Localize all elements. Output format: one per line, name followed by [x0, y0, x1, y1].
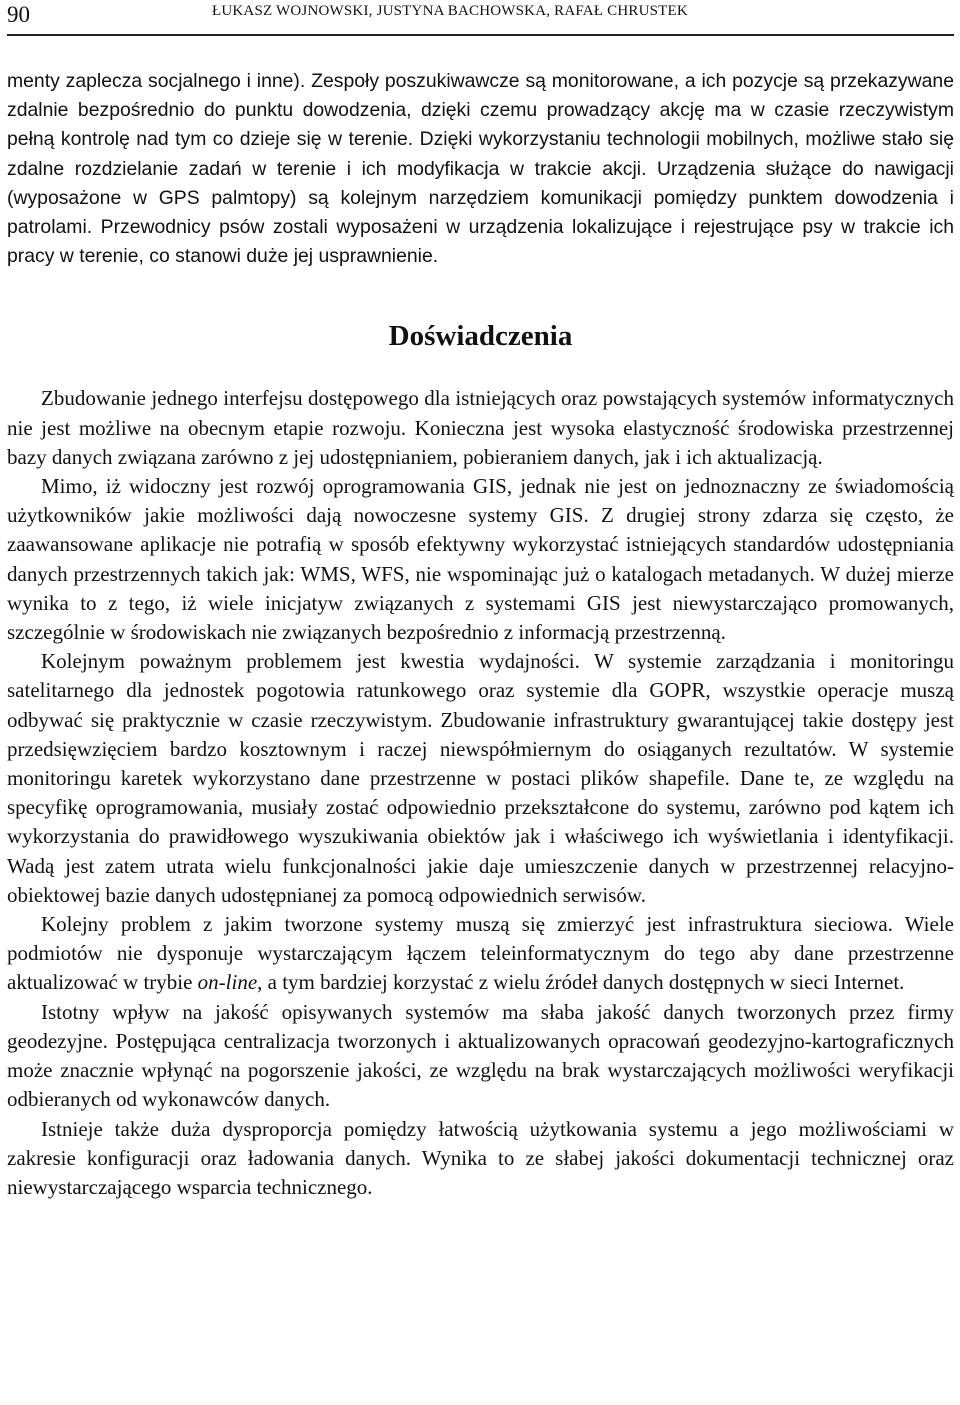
section-heading: Doświadczenia	[388, 320, 573, 353]
body-paragraph: Kolejnym poważnym problemem jest kwestia wydajności. W systemie zarządzania i monitoringu satelitarnego dla jednostek pogotowia ratunkowego oraz systemie dla GOPR, wszystkie operacje muszą odbywać się praktycznie w czasie rzeczywistym. Zbudowanie infrastruktury gwarantującej takie dostępy jest przedsięwzięciem bardzo kosztownym i raczej niewspółmiernym do osiąganych rezultatów. W systemie monitoringu karetek wykorzystano dane przestrzenne w postaci plików shapefile. Dane te, ze względu na specyfikę oprogramowania, musiały zostać odpowiednio przekształcone do systemu, zarówno pod kątem ich wykorzystania do prawidłowego wyszukiwania obiektów jak i właściwego ich wyświetlania i identyfikacji. Wadą jest zatem utrata wielu funkcjonalności jakie daje umieszczenie danych w przestrzennej relacyjno-obiektowej bazie danych udostępnianej za pomocą odpowiednich serwisów.	[7, 649, 954, 907]
body-paragraph: Zbudowanie jednego interfejsu dostępowego dla istniejących oraz powstających systemów informatycznych nie jest możliwe na obecnym etapie rozwoju. Konieczna jest wysoka elastyczność środowiska przestrzennej bazy danych związana zarówno z jej udostępnianiem, pobieraniem danych, jak i ich aktualizacją.	[7, 386, 954, 469]
italic-term: on-line	[197, 970, 258, 995]
body-paragraph	[7, 910, 954, 998]
header-authors: ŁUKASZ WOJNOWSKI, JUSTYNA BACHOWSKA, RAFAŁ CHRUSTEK	[212, 3, 688, 19]
section-body	[7, 384, 954, 1202]
intro-text-block	[7, 67, 954, 271]
page-number: 90	[7, 2, 30, 27]
body-paragraph: Mimo, iż widoczny jest rozwój oprogramowania GIS, jednak nie jest on jednoznaczny ze świadomością użytkowników jakie możliwości dają nowoczesne systemy GIS. Z drugiej strony zdarza się często, że zaawansowane aplikacje nie potrafią w sposób efektywny wykorzystać istniejących standardów udostępniania danych przestrzennych takich jak: WMS, WFS, nie wspominając już o katalogach metadanych. W dużej mierze wynika to z tego, iż wiele inicjatyw związanych z systemami GIS jest niewystarczająco promowanych, szczególnie w środowiskach nie związanych bezpośrednio z informacją przestrzenną.	[7, 474, 954, 645]
paragraph-text: , a tym bardziej korzystać z wielu źródeł danych dostępnych w sieci Internet.	[257, 970, 905, 995]
body-paragraph: Istotny wpływ na jakość opisywanych systemów ma słaba jakość danych tworzonych przez firmy geodezyjne. Postępująca centralizacja tworzonych i aktualizowanych opracowań geodezyjno-kartograficznych może znacznie wpłynąć na pogorszenie jakości, ze względu na brak wystarczających możliwości weryfikacji odbieranych od wykonawców danych.	[7, 999, 954, 1112]
body-paragraph: Istnieje także duża dysproporcja pomiędzy łatwością użytkowania systemu a jego możliwościami w zakresie konfiguracji oraz ładowania danych. Wynika to ze słabej jakości dokumentacji technicznej oraz niewystarczającego wsparcia technicznego.	[7, 1116, 954, 1199]
document-page	[7, 0, 954, 1202]
intro-paragraph: menty zaplecza socjalnego i inne). Zespoły poszukiwawcze są monitorowane, a ich pozycje są przekazywane zdalnie bezpośrednio do punktu dowodzenia, dzięki czemu prowadzący akcję ma w czasie rzeczywistym pełną kontrolę nad tym co dzieje się w terenie. Dzięki wykorzystaniu technologii mobilnych, możliwe stało się zdalne rozdzielanie zadań w terenie i ich modyfikacja w trakcie akcji. Urządzenia służące do nawigacji (wyposażone w GPS palmtopy) są kolejnym narzędziem komunikacji pomiędzy punktem dowodzenia i patrolami. Przewodnicy psów zostali wyposażeni w urządzenia lokalizujące i rejestrujące psy w trakcie ich pracy w terenie, co stanowi duże jej usprawnienie.	[7, 70, 954, 268]
paragraph-text: Kolejny problem z jakim tworzone systemy muszą się zmierzyć jest infrastruktura sieciowa. Wiele podmiotów nie dysponuje wystarczającym łączem teleinformatycznym do tego aby dane przestrzenne aktualizować w trybie	[7, 912, 954, 995]
running-header	[7, 0, 954, 36]
